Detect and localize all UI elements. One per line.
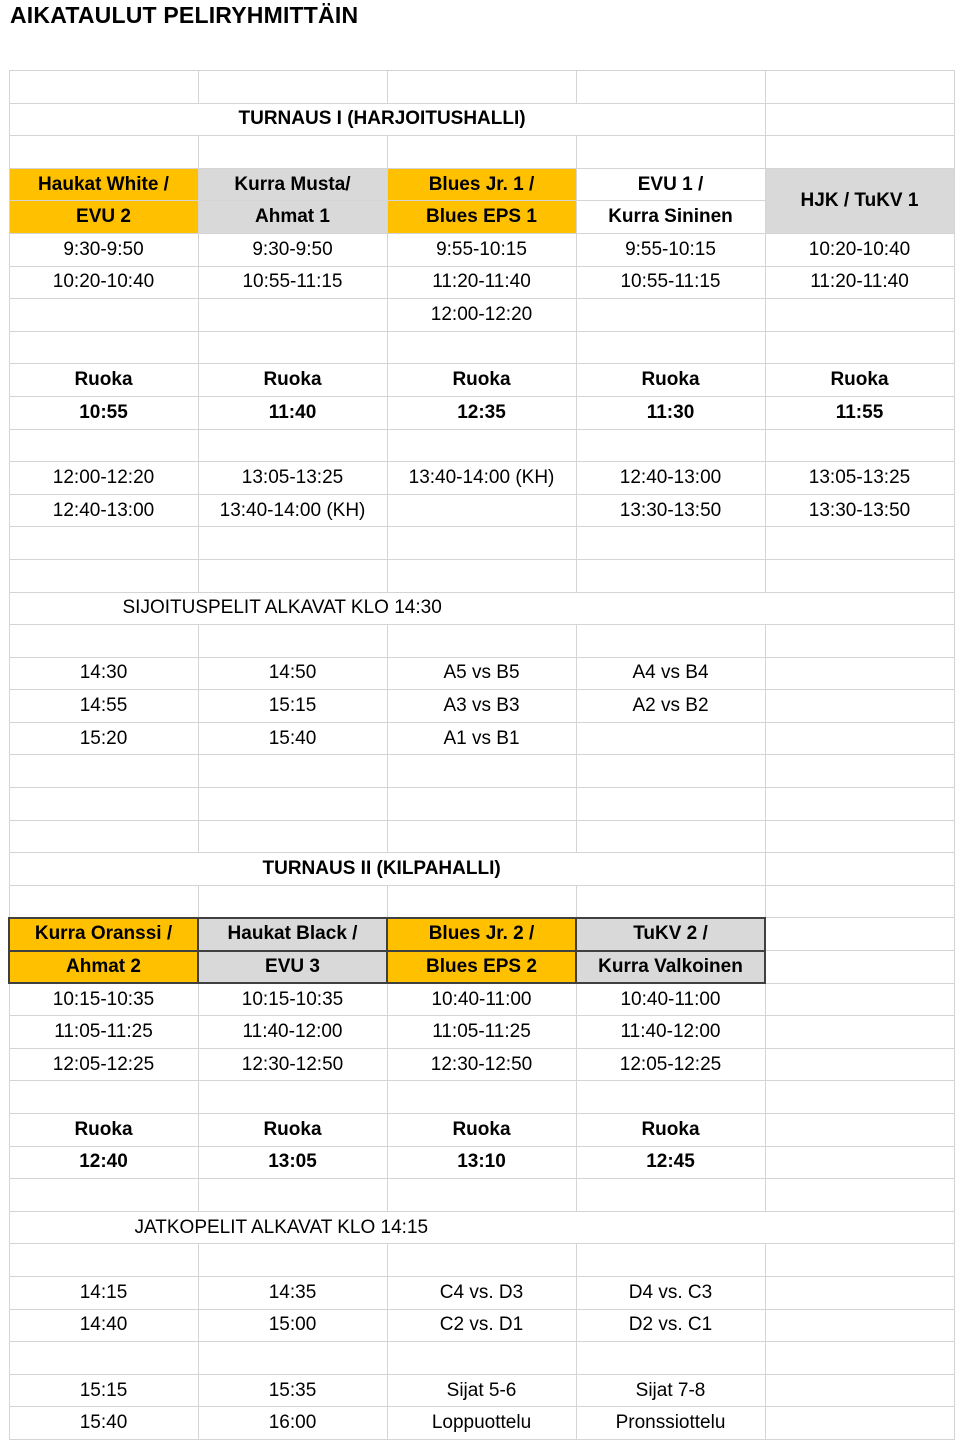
food-label: Ruoka bbox=[198, 1114, 387, 1147]
empty-cell bbox=[9, 820, 198, 853]
empty-cell bbox=[9, 625, 198, 658]
blank-row bbox=[9, 429, 954, 462]
food-time: 12:40 bbox=[9, 1146, 198, 1179]
placement-note-cell bbox=[9, 592, 954, 625]
playoff-row bbox=[9, 1374, 954, 1407]
empty-cell bbox=[765, 136, 954, 169]
empty-cell bbox=[765, 983, 954, 1016]
team-name-line: Blues EPS 1 bbox=[387, 201, 576, 234]
game-time bbox=[576, 299, 765, 332]
empty-cell bbox=[9, 755, 198, 788]
placement-cell: A5 vs B5 bbox=[387, 657, 576, 690]
food-time: 13:10 bbox=[387, 1146, 576, 1179]
empty-cell bbox=[765, 429, 954, 462]
blank-row bbox=[9, 331, 954, 364]
empty-cell bbox=[387, 1342, 576, 1375]
game-time: 10:55-11:15 bbox=[198, 266, 387, 299]
empty-cell bbox=[765, 1342, 954, 1375]
empty-cell bbox=[576, 1179, 765, 1212]
team-name-line: Kurra Oranssi / bbox=[9, 918, 198, 951]
empty-cell bbox=[765, 1309, 954, 1342]
food-time: 10:55 bbox=[9, 396, 198, 429]
document-title: AIKATAULUT PELIRYHMITTÄIN bbox=[10, 2, 359, 28]
t2-team-row bbox=[9, 918, 954, 951]
empty-cell bbox=[765, 527, 954, 560]
playoff-cell: Sijat 5-6 bbox=[387, 1374, 576, 1407]
placement-cell: A1 vs B1 bbox=[387, 722, 576, 755]
playoff-note: JATKOPELIT ALKAVAT KLO 14:15 bbox=[134, 1216, 429, 1238]
empty-cell bbox=[387, 788, 576, 821]
playoff-cell: 16:00 bbox=[198, 1407, 387, 1440]
food-label: Ruoka bbox=[387, 1114, 576, 1147]
team-name-line: Ahmat 2 bbox=[9, 951, 198, 984]
empty-cell bbox=[387, 331, 576, 364]
empty-cell bbox=[9, 788, 198, 821]
playoff-cell: Pronssiottelu bbox=[576, 1407, 765, 1440]
t1-heading: TURNAUS I (HARJOITUSHALLI) bbox=[238, 108, 526, 130]
empty-cell bbox=[198, 1244, 387, 1277]
empty-cell bbox=[198, 1179, 387, 1212]
playoff-cell: D2 vs. C1 bbox=[576, 1309, 765, 1342]
game-time bbox=[198, 299, 387, 332]
team-name-line: EVU 2 bbox=[9, 201, 198, 234]
t1-heading-cell bbox=[9, 103, 765, 136]
placement-cell: 14:30 bbox=[9, 657, 198, 690]
blank-row bbox=[9, 625, 954, 658]
empty-cell bbox=[765, 1146, 954, 1179]
empty-cell bbox=[576, 755, 765, 788]
playoff-cell: C4 vs. D3 bbox=[387, 1276, 576, 1309]
playoff-cell: 15:40 bbox=[9, 1407, 198, 1440]
team-name-line: Ahmat 1 bbox=[198, 201, 387, 234]
schedule-grid bbox=[8, 70, 955, 1440]
t2-heading: TURNAUS II (KILPAHALLI) bbox=[262, 858, 501, 880]
empty-cell bbox=[576, 1244, 765, 1277]
game-row bbox=[9, 233, 954, 266]
empty-cell bbox=[387, 71, 576, 104]
blank-row bbox=[9, 527, 954, 560]
empty-cell bbox=[9, 429, 198, 462]
empty-cell bbox=[198, 788, 387, 821]
playoff-cell: 15:00 bbox=[198, 1309, 387, 1342]
food-label: Ruoka bbox=[387, 364, 576, 397]
team-name-line: Kurra Valkoinen bbox=[576, 951, 765, 984]
playoff-row bbox=[9, 1276, 954, 1309]
playoff-row bbox=[9, 1309, 954, 1342]
food-label: Ruoka bbox=[9, 1114, 198, 1147]
food-label-row bbox=[9, 364, 954, 397]
game-row bbox=[9, 1048, 954, 1081]
team-name-line: Haukat Black / bbox=[198, 918, 387, 951]
food-label: Ruoka bbox=[9, 364, 198, 397]
team-name-line: Blues Jr. 1 / bbox=[387, 168, 576, 201]
empty-cell bbox=[576, 885, 765, 918]
placement-row bbox=[9, 690, 954, 723]
food-time-row bbox=[9, 396, 954, 429]
empty-cell bbox=[576, 1342, 765, 1375]
game-time: 9:30-9:50 bbox=[9, 233, 198, 266]
empty-cell bbox=[387, 1244, 576, 1277]
game-time: 9:30-9:50 bbox=[198, 233, 387, 266]
empty-cell bbox=[9, 1179, 198, 1212]
playoff-note-cell bbox=[9, 1211, 954, 1244]
t2-heading-cell bbox=[9, 853, 765, 886]
playoff-cell: Loppuottelu bbox=[387, 1407, 576, 1440]
placement-cell: A2 vs B2 bbox=[576, 690, 765, 723]
empty-cell bbox=[387, 559, 576, 592]
blank-row bbox=[9, 1081, 954, 1114]
empty-cell bbox=[765, 690, 954, 723]
empty-cell bbox=[9, 1081, 198, 1114]
game-time: 11:20-11:40 bbox=[387, 266, 576, 299]
empty-cell bbox=[387, 429, 576, 462]
food-time: 12:35 bbox=[387, 396, 576, 429]
food-time: 13:05 bbox=[198, 1146, 387, 1179]
empty-cell bbox=[765, 820, 954, 853]
empty-cell bbox=[576, 820, 765, 853]
playoff-row bbox=[9, 1407, 954, 1440]
team-name-line: EVU 1 / bbox=[576, 168, 765, 201]
blank-row bbox=[9, 1342, 954, 1375]
game-row bbox=[9, 299, 954, 332]
game-time: 12:05-12:25 bbox=[9, 1048, 198, 1081]
empty-cell bbox=[765, 853, 954, 886]
game-row bbox=[9, 983, 954, 1016]
game-time: 9:55-10:15 bbox=[576, 233, 765, 266]
empty-cell bbox=[576, 136, 765, 169]
blank-row bbox=[9, 1179, 954, 1212]
empty-cell bbox=[765, 1179, 954, 1212]
empty-cell bbox=[576, 1081, 765, 1114]
food-time: 11:55 bbox=[765, 396, 954, 429]
game-time bbox=[387, 494, 576, 527]
game-time: 13:30-13:50 bbox=[576, 494, 765, 527]
game-time: 12:40-13:00 bbox=[9, 494, 198, 527]
empty-cell bbox=[576, 788, 765, 821]
empty-cell bbox=[765, 71, 954, 104]
game-time: 10:20-10:40 bbox=[9, 266, 198, 299]
game-time: 13:40-14:00 (KH) bbox=[387, 462, 576, 495]
playoff-cell: 14:15 bbox=[9, 1276, 198, 1309]
game-time bbox=[9, 299, 198, 332]
empty-cell bbox=[765, 1276, 954, 1309]
game-row bbox=[9, 1016, 954, 1049]
empty-cell bbox=[765, 788, 954, 821]
empty-cell bbox=[765, 1016, 954, 1049]
game-time: 13:40-14:00 (KH) bbox=[198, 494, 387, 527]
food-time: 12:45 bbox=[576, 1146, 765, 1179]
empty-cell bbox=[198, 1342, 387, 1375]
placement-cell: 15:15 bbox=[198, 690, 387, 723]
game-time: 13:30-13:50 bbox=[765, 494, 954, 527]
blank-row bbox=[9, 820, 954, 853]
empty-cell bbox=[198, 559, 387, 592]
placement-note-row bbox=[9, 592, 954, 625]
empty-cell bbox=[198, 136, 387, 169]
food-label: Ruoka bbox=[576, 1114, 765, 1147]
food-label: Ruoka bbox=[765, 364, 954, 397]
placement-cell: 14:55 bbox=[9, 690, 198, 723]
game-time: 11:05-11:25 bbox=[9, 1016, 198, 1049]
empty-cell bbox=[765, 625, 954, 658]
food-label: Ruoka bbox=[198, 364, 387, 397]
empty-cell bbox=[9, 559, 198, 592]
playoff-cell: 15:15 bbox=[9, 1374, 198, 1407]
team-name-line: EVU 3 bbox=[198, 951, 387, 984]
empty-cell bbox=[387, 625, 576, 658]
team-name-line: Haukat White / bbox=[9, 168, 198, 201]
game-time: 10:15-10:35 bbox=[9, 983, 198, 1016]
blank-row bbox=[9, 885, 954, 918]
empty-cell bbox=[576, 331, 765, 364]
placement-cell bbox=[576, 722, 765, 755]
empty-cell bbox=[198, 755, 387, 788]
game-time: 10:55-11:15 bbox=[576, 266, 765, 299]
food-time-row bbox=[9, 1146, 954, 1179]
playoff-cell: D4 vs. C3 bbox=[576, 1276, 765, 1309]
empty-cell bbox=[765, 1407, 954, 1440]
game-time: 12:30-12:50 bbox=[198, 1048, 387, 1081]
playoff-cell: 14:40 bbox=[9, 1309, 198, 1342]
empty-cell bbox=[765, 103, 954, 136]
team-name-line: Blues Jr. 2 / bbox=[387, 918, 576, 951]
blank-row bbox=[9, 559, 954, 592]
placement-note: SIJOITUSPELIT ALKAVAT KLO 14:30 bbox=[122, 597, 442, 619]
game-time: 10:40-11:00 bbox=[576, 983, 765, 1016]
empty-cell bbox=[198, 625, 387, 658]
empty-cell bbox=[9, 1244, 198, 1277]
empty-cell bbox=[198, 331, 387, 364]
game-time: 12:00-12:20 bbox=[387, 299, 576, 332]
food-time: 11:40 bbox=[198, 396, 387, 429]
empty-cell bbox=[765, 885, 954, 918]
empty-cell bbox=[765, 559, 954, 592]
empty-cell bbox=[576, 559, 765, 592]
playoff-cell: 14:35 bbox=[198, 1276, 387, 1309]
empty-cell bbox=[9, 1342, 198, 1375]
empty-cell bbox=[576, 625, 765, 658]
t1-heading-row bbox=[9, 103, 954, 136]
empty-cell bbox=[387, 527, 576, 560]
team-name-line: Kurra Musta/ bbox=[198, 168, 387, 201]
food-label: Ruoka bbox=[576, 364, 765, 397]
empty-cell bbox=[198, 1081, 387, 1114]
game-time: 11:20-11:40 bbox=[765, 266, 954, 299]
empty-cell bbox=[765, 1048, 954, 1081]
empty-cell bbox=[198, 527, 387, 560]
game-time: 9:55-10:15 bbox=[387, 233, 576, 266]
food-label-row bbox=[9, 1114, 954, 1147]
placement-cell: 15:20 bbox=[9, 722, 198, 755]
placement-cell: A4 vs B4 bbox=[576, 657, 765, 690]
empty-cell bbox=[9, 527, 198, 560]
game-time: 12:00-12:20 bbox=[9, 462, 198, 495]
placement-cell: 15:40 bbox=[198, 722, 387, 755]
game-time: 12:05-12:25 bbox=[576, 1048, 765, 1081]
placement-row bbox=[9, 657, 954, 690]
game-row bbox=[9, 494, 954, 527]
empty-cell bbox=[576, 429, 765, 462]
empty-cell bbox=[387, 755, 576, 788]
empty-cell bbox=[765, 918, 954, 951]
blank-row bbox=[9, 1244, 954, 1277]
game-time: 10:20-10:40 bbox=[765, 233, 954, 266]
game-time: 13:05-13:25 bbox=[765, 462, 954, 495]
placement-row bbox=[9, 722, 954, 755]
playoff-cell: Sijat 7-8 bbox=[576, 1374, 765, 1407]
empty-cell bbox=[765, 1081, 954, 1114]
empty-cell bbox=[9, 331, 198, 364]
game-time: 12:40-13:00 bbox=[576, 462, 765, 495]
empty-cell bbox=[765, 755, 954, 788]
empty-cell bbox=[765, 1374, 954, 1407]
empty-cell bbox=[387, 820, 576, 853]
t2-heading-row bbox=[9, 853, 954, 886]
placement-cell: A3 vs B3 bbox=[387, 690, 576, 723]
empty-cell bbox=[576, 527, 765, 560]
empty-cell bbox=[765, 657, 954, 690]
empty-cell bbox=[765, 331, 954, 364]
game-row bbox=[9, 462, 954, 495]
blank-row bbox=[9, 71, 954, 104]
playoff-cell: 15:35 bbox=[198, 1374, 387, 1407]
game-time bbox=[765, 299, 954, 332]
empty-cell bbox=[198, 885, 387, 918]
game-time: 11:40-12:00 bbox=[198, 1016, 387, 1049]
empty-cell bbox=[387, 136, 576, 169]
blank-row bbox=[9, 788, 954, 821]
empty-cell bbox=[765, 722, 954, 755]
placement-cell: 14:50 bbox=[198, 657, 387, 690]
empty-cell bbox=[576, 71, 765, 104]
empty-cell bbox=[387, 1081, 576, 1114]
empty-cell bbox=[765, 951, 954, 984]
empty-cell bbox=[387, 885, 576, 918]
t1-team-row bbox=[9, 168, 954, 201]
game-row bbox=[9, 266, 954, 299]
game-time: 10:40-11:00 bbox=[387, 983, 576, 1016]
empty-cell bbox=[9, 71, 198, 104]
game-time: 11:05-11:25 bbox=[387, 1016, 576, 1049]
game-time: 11:40-12:00 bbox=[576, 1016, 765, 1049]
team-name-line: Kurra Sininen bbox=[576, 201, 765, 234]
playoff-cell: C2 vs. D1 bbox=[387, 1309, 576, 1342]
team-name: HJK / TuKV 1 bbox=[765, 168, 954, 233]
blank-row bbox=[9, 136, 954, 169]
food-time: 11:30 bbox=[576, 396, 765, 429]
game-time: 13:05-13:25 bbox=[198, 462, 387, 495]
blank-row bbox=[9, 755, 954, 788]
empty-cell bbox=[198, 820, 387, 853]
empty-cell bbox=[765, 1244, 954, 1277]
team-name-line: TuKV 2 / bbox=[576, 918, 765, 951]
t2-team-row bbox=[9, 951, 954, 984]
empty-cell bbox=[9, 885, 198, 918]
empty-cell bbox=[765, 1114, 954, 1147]
empty-cell bbox=[198, 71, 387, 104]
game-time: 10:15-10:35 bbox=[198, 983, 387, 1016]
empty-cell bbox=[198, 429, 387, 462]
team-name-line: Blues EPS 2 bbox=[387, 951, 576, 984]
empty-cell bbox=[387, 1179, 576, 1212]
empty-cell bbox=[9, 136, 198, 169]
game-time: 12:30-12:50 bbox=[387, 1048, 576, 1081]
playoff-note-row bbox=[9, 1211, 954, 1244]
